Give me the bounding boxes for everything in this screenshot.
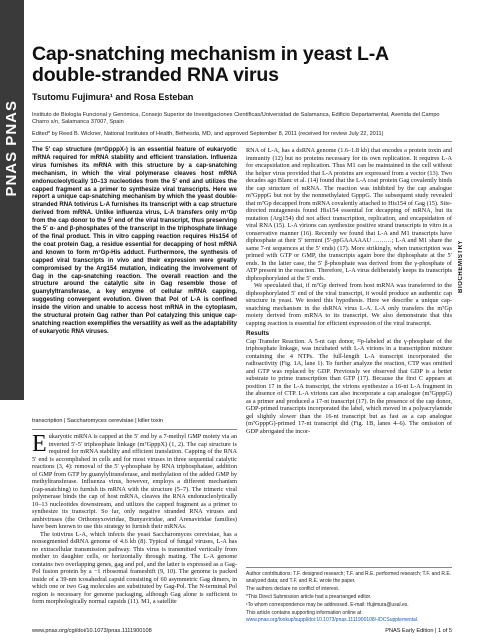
footnotes	[246, 567, 452, 625]
author-contributions: Author contributions: T.F. designed research; T.F. and R.E. performed research; T.F. and R.E. analyzed data; and T.F. and R.E. wrote the paper.	[246, 571, 452, 584]
intro-column	[32, 433, 237, 606]
direct-submission-note: *This Direct Submission article had a prearranged editor.	[246, 593, 372, 600]
edited-by-line: Edited* by Reed B. Wickner, National Institutes of Health, Bethesda, MD, and approved September 8, 2011 (received for review July 22, 2011)	[32, 131, 384, 137]
results-paragraph: Cap Transfer Reaction. A 5-nt cap donor, ³²p-labeled at the γ-phosphate of the triphosphate linkage, was incubated with L-A virions in a transcription mixture containing the 4 NTPs. The full-length L-A transcript incorporated the radioactivity (Fig. 1A, lane 1). To further analyze the reaction, CTP was omitted and GTP was replaced by GDP. Previously we observed that GDP is a better substrate to prime transcription than GTP (17). Because the first C appears at position 17 in the L-A transcript, the virions synthesize a 16-nt L-A fragment in the absence of CTP. L-A virions can also incorporate a cap analogue (m⁷GpppG) as a primer and produced a 17-nt transcript (17). In the presence of the cap donor, GDP-primed transcripts incorporated the label, which moved in a polyacrylamide gel slightly slower than the 16-nt transcript but as fast as a cap analogue (m⁷GpppG)-primed 17-nt transcript did (Fig. 1B, lanes 4–6). The omission of GDP abrogated the incor-	[246, 337, 452, 435]
affiliation: Instituto de Biología Funcional y Genómica, Consejo Superior de Investigaciones Científicas/Universidad de Salamanca, Edificio Departamental, Avenida del Campo Charro s/n, Salamanca 37007, Spain	[32, 112, 440, 125]
pnas-watermark-strip	[0, 0, 24, 400]
author-list: Tsutomu Fujimura¹ and Rosa Esteban	[32, 92, 194, 102]
page-footer	[32, 628, 452, 634]
biochemistry-label: BIOCHEMISTRY	[458, 240, 464, 293]
doi-link[interactable]: www.pnas.org/cgi/doi/10.1073/pnas.1111900108	[32, 628, 152, 634]
keywords: transcription | Saccharomyces cerevisiae | killer toxin	[32, 418, 163, 424]
correspondence-note: ¹To whom correspondence may be addressed. E-mail: tfujimura@usal.es.	[246, 601, 409, 608]
supporting-info-text: This article contains supporting information online at	[246, 609, 362, 616]
intro-paragraph-1: ukaryotic mRNA is capped at the 5′ end by a 7-methyl GMP moiety via an inverted 5′-5′ triphosphate linkage (m⁷GpppX) (1, 2). The cap structure is required for mRNA stability and efficient translation. Capping of the RNA 5′ end is accomplished in cells and for most viruses in three sequential catalytic reactions (3, 4): removal of the 5′ γ-phosphate by RNA triphosphatase, addition of GMP from GTP by guanylyltransferase, and methylation of the added GMP by methyltransferase. Influenza virus, however, employs a different mechanism (cap-snatching) to furnish its mRNA with the structure (5–7). The trimeric viral polymerase binds the cap of host mRNA, cleaves the RNA endonucleolytically 10–13 nucleotides downstream, and utilizes the capped fragment as a primer to synthesize its transcript. So far, only negative stranded RNA viruses and ambiviruses (the Orthomyxoviridae, Bunyaviridae, and Arenaviridae families) have been known to use this strategy to furnish their mRNAs.	[32, 433, 237, 530]
intro-paragraph-2: The totivirus L-A, which infects the yeast Saccharomyces cerevisiae, has a nonsegmented dsRNA genome of 4.6 kb (8). Typical of fungal viruses, L-A has no extracellular transmission pathway. This virus is transmitted vertically from mother to daughter cells, or horizontally through mating. The L-A genome contains two overlapping genes, gag and pol, and the latter is expressed as a Gag-Pol fusion protein by a −1 ribosomal frameshift (9, 10). The genome is packed inside of a 39-nm icosahedral capsid consisting of 60 asymmetric Gag dimers, in which one or two Gag molecules are substituted by Gag-Pol. The N-terminal Pol region is necessary for genome packaging, although Gag alone is sufficient to form morphologically normal capsids (11). M1, a satellite	[32, 530, 237, 605]
supporting-info-note	[246, 610, 452, 623]
body-paragraph-1: RNA of L-A, has a dsRNA genome (1.6–1.8 kb) that encodes a protein toxin and immunity (12) but no proteins necessary for its own replication. It requires L-A for encapsidation and replication. Thus M1 can be maintained in the cell without the helper virus provided that L-A proteins are expressed from a vector (13). Two decades ago Blanc et al. (14) found that the L-A coat protein Gag covalently binds the cap structure of mRNA. The reaction was inhibited by the cap analogue m⁷GpppG but not by the nonmethylated GpppG. The subsequent study revealed that m⁷Gp decapped from mRNA covalently attached to His154 of Gag (15). Site-directed mutagenesis found His154 essential for decapping of mRNA, but its mutation (Arg154) did not affect transcription, replication, and encapsidation of viral RNA (15). L-A virions can synthesize positive strand transcripts in vitro in a conservative manner (16). Recently we found that L-A and M1 transcripts have diphosphate at their 5′ termini (5′-ppGAAAAAU ………; L-A and M1 share the same 7-nt sequences at the 5′ ends) (17). More strikingly, when transcription was primed with GTP or GMP, the transcripts again bore the diphosphate at the 5′ ends. In the latter case, the 5′ β-phosphate was derived from the γ-phosphate of ATP present in the reaction. Therefore, L-A virus deliberately keeps its transcripts diphosphorylated at the 5′ ends.	[246, 147, 453, 282]
section-side-label	[458, 240, 468, 360]
article-title: Cap-snatching mechanism in yeast L-A double-stranded RNA virus	[32, 43, 389, 86]
conflict-statement: The authors declare no conflict of interest.	[246, 585, 340, 592]
supplemental-link[interactable]: www.pnas.org/lookup/suppl/doi:10.1073/pnas.1111900108/-/DCSupplemental.	[246, 616, 419, 623]
abstract: The 5′ cap structure (m⁷GpppX-) is an essential feature of eukaryotic mRNA required for mRNA stability and efficient translation. Influenza virus furnishes its mRNA with this structure by a cap-snatching mechanism, in which the viral polymerase cleaves host mRNA endonucleolytically 10–13 nucleotides from the 5′ end and utilizes the capped fragment as a primer to synthesize viral transcripts. Here we report a unique cap-snatching mechanism by which the yeast double-stranded RNA totivirus L-A furnishes its transcript with a cap structure derived from mRNA. Unlike influenza virus, L-A transfers only m⁷Gp from the cap donor to the 5′ end of the viral transcript, thus preserving the 5′ α- and β-phosphates of the transcript in the triphosphate linkage of the final product. This in vitro capping reaction requires His154 of the coat protein Gag, a residue essential for decapping of host mRNA and known to form m⁷Gp-His adduct. Furthermore, the synthesis of capped viral transcripts in vivo and their expression were greatly compromised by the Arg154 mutation, indicating the involvement of Gag in the cap-snatching reaction. The overall reaction and the structure around the catalytic site in Gag resemble those of guanylyltransferase, a key enzyme of cellular mRNA capping, suggesting convergent evolution. Given that Pol of L-A is confined inside the virion and unable to access host mRNA in the cytoplasm, the structural protein Gag rather than Pol catalyzing this unique cap-snatching reaction exemplifies the versatility as well as the adaptability of eukaryotic RNA viruses.	[32, 147, 237, 335]
pnas-watermark: PNAS PNAS	[3, 100, 20, 197]
header-divider	[32, 141, 452, 142]
abstract-divider	[32, 429, 237, 430]
drop-cap: E	[32, 431, 47, 457]
page-number: PNAS Early Edition | 1 of 5	[385, 628, 452, 634]
results-heading: Results	[246, 330, 270, 337]
body-paragraph-2: We speculated that, if m⁷Gp derived from host mRNA was transferred to the diphosphorylated 5′ end of the viral transcript, it would produce an authentic cap structure in yeast. We tested this hypothesis. Here we describe a unique cap-snatching mechanism in the dsRNA virus L-A. L-A only transfers the m⁷Gp moiety derived from mRNA to its transcript. We also demonstrate that this capping reaction is essential for efficient expression of the viral transcript.	[246, 282, 452, 327]
right-column	[246, 147, 452, 435]
